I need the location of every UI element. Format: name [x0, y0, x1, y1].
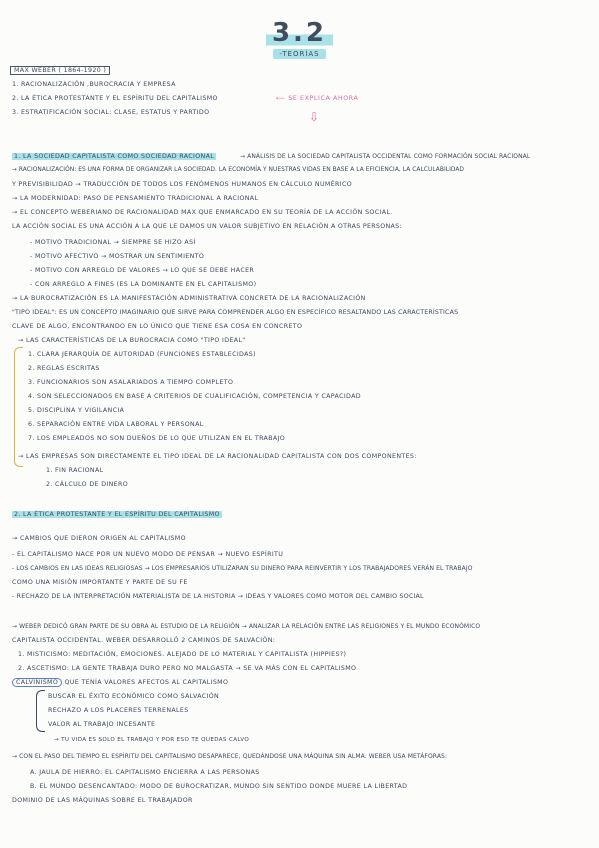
closing-line: → CON EL PASO DEL TIEMPO EL ESPÍRITU DEL CAPITALISMO DESAPARECE, QUEDÁNDOSE UNA MÁQUINA SIN ALMA. WEBER USA METÁFORAS: [12, 753, 448, 760]
section-1-line: → RACIONALIZACIÓN: ES UNA FORMA DE ORGANIZAR LA SOCIEDAD. LA ECONOMÍA Y NUESTRAS VIDAS EN BASE A LA EFICIENCIA, LA CALCULABILIDAD [12, 167, 465, 173]
intro-item-3: 3. ESTRATIFICACIÓN SOCIAL: CLASE, ESTATUS Y PARTIDO [12, 109, 210, 116]
weber-line: → WEBER DEDICÓ GRAN PARTE DE SU OBRA AL ESTUDIO DE LA RELIGIÓN → ANALIZAR LA RELACIÓN ENTRE LAS RELIGIONES Y EL MUNDO ECONÓMICO [12, 623, 481, 630]
motive-item: - MOTIVO CON ARREGLO DE VALORES → LO QUE SE DEBE HACER [30, 267, 255, 274]
calvinism-line [12, 678, 228, 687]
section-2-subheading: → CAMBIOS QUE DIERON ORIGEN AL CAPITALISMO [12, 535, 186, 542]
characteristic-item: 4. SON SELECCIONADOS EN BASE A CRITERIOS DE CUALIFICACIÓN, COMPETENCIA Y CAPACIDAD [28, 393, 361, 400]
characteristic-item: 5. DISCIPLINA Y VIGILANCIA [28, 407, 125, 414]
calvinism-item: RECHAZO A LOS PLACERES TERRENALES [48, 707, 189, 714]
calvinism-bracket [36, 690, 45, 732]
bureaucracy-line: "TIPO IDEAL": ES UN CONCEPTO IMAGINARIO QUE SIRVE PARA COMPRENDER ALGO EN ESPECÍFICO RESALTANDO LAS CARACTERÍSTICAS [12, 309, 459, 316]
characteristic-item: 2. REGLAS ESCRITAS [28, 365, 100, 372]
bureaucracy-line: → LA BUROCRATIZACIÓN ES LA MANIFESTACIÓN ADMINISTRATIVA CONCRETA DE LA RACIONALIZACIÓN [12, 295, 366, 302]
calvinism-note: → TU VIDA ES SOLO EL TRABAJO Y POR ESO TE QUEDAS CALVO [54, 737, 250, 743]
side-note: ⟵ SE EXPLICA AHORA [276, 95, 359, 102]
characteristic-item: 3. FUNCIONARIOS SON ASALARIADOS A TIEMPO COMPLETO [28, 379, 234, 386]
motive-item: - CON ARREGLO A FINES (ES LA DOMINANTE EN EL CAPITALISMO) [30, 281, 257, 288]
motive-item: - MOTIVO TRADICIONAL → SIEMPRE SE HIZO ASÍ [30, 239, 196, 246]
section-2-line: COMO UNA MISIÓN IMPORTANTE Y PARTE DE SU FE [12, 579, 188, 586]
calvinism-item: VALOR AL TRABAJO INCESANTE [48, 721, 156, 728]
companies-line: → LAS EMPRESAS SON DIRECTAMENTE EL TIPO IDEAL DE LA RACIONALIDAD CAPITALISTA CON DOS COMPONENTES: [18, 453, 417, 460]
metaphor-item: A. JAULA DE HIERRO: EL CAPITALISMO ENCIERRA A LAS PERSONAS [30, 769, 260, 776]
intro-item-2: 2. LA ÉTICA PROTESTANTE Y EL ESPÍRITU DEL CAPITALISMO [12, 95, 218, 102]
section-1-heading: 1. LA SOCIEDAD CAPITALISTA COMO SOCIEDAD RACIONAL [14, 153, 215, 160]
calvinism-item: BUSCAR EL ÉXITO ECONÓMICO COMO SALVACIÓN [48, 693, 220, 700]
section-2-heading: 2. LA ÉTICA PROTESTANTE Y EL ESPÍRITU DEL CAPITALISMO [14, 511, 220, 518]
salvation-path: 2. ASCETISMO: LA GENTE TRABAJA DURO PERO NO MALGASTA → SE VA MÁS CON EL CAPITALISMO [18, 665, 357, 672]
bureaucracy-line: CLAVE DE ALGO, ENCONTRANDO EN LO ÚNICO QUE TIENE ESA COSA EN CONCRETO [12, 323, 303, 330]
calvinism-tail: QUE TENÍA VALORES AFECTOS AL CAPITALISMO [64, 679, 229, 686]
bureaucracy-line: → LAS CARACTERÍSTICAS DE LA BUROCRACIA COMO "TIPO IDEAL" [18, 337, 246, 344]
section-1-heading-tail: → ANÁLISIS DE LA SOCIEDAD CAPITALISTA OCCIDENTAL COMO FORMACIÓN SOCIAL RACIONAL [240, 153, 531, 160]
section-1-line: Y PREVISIBILIDAD → TRADUCCIÓN DE TODOS LOS FENÓMENOS HUMANOS EN CÁLCULO NUMÉRICO [12, 181, 353, 188]
component-item: 1. FIN RACIONAL [46, 467, 104, 474]
characteristic-item: 6. SEPARACIÓN ENTRE VIDA LABORAL Y PERSONAL [28, 421, 204, 428]
characteristic-item: 7. LOS EMPLEADOS NO SON DUEÑOS DE LO QUE UTILIZAN EN EL TRABAJO [28, 435, 286, 442]
page-subtitle: -TEORÍAS [0, 50, 599, 58]
author-box: MAX WEBER ( 1864-1920 ) [10, 66, 110, 75]
section-2-line: - EL CAPITALISMO NACE POR UN NUEVO MODO DE PENSAR → NUEVO ESPÍRITU [12, 551, 284, 558]
section-1-line: → LA MODERNIDAD: PASO DE PENSAMIENTO TRADICIONAL A RACIONAL [12, 195, 259, 202]
intro-item-1: 1. RACIONALIZACIÓN ,BUROCRACIA Y EMPRESA [12, 81, 176, 88]
motive-item: - MOTIVO AFECTIVO → MOSTRAR UN SENTIMIENTO [30, 253, 205, 260]
component-item: 2. CÁLCULO DE DINERO [46, 481, 129, 488]
page-title: 3.2 [0, 18, 599, 48]
section-1-line: → EL CONCEPTO WEBERIANO DE RACIONALIDAD MAX QUE ENMARCADO EN SU TEORÍA DE LA ACCIÓN SOCIAL. [12, 209, 393, 216]
social-action-definition: LA ACCIÓN SOCIAL ES UNA ACCIÓN A LA QUE LE DAMOS UN VALOR SUBJETIVO EN RELACIÓN A OTRAS PERSONAS: [12, 223, 402, 230]
down-arrow-icon: ⇩ [309, 110, 320, 124]
metaphor-item: B. EL MUNDO DESENCANTADO: MODO DE BUROCRATIZAR, MUNDO SIN SENTIDO DONDE MUERE LA LIBERTAD [30, 783, 408, 790]
calvinism-word: CALVINISMO [12, 678, 62, 687]
characteristics-bracket [14, 347, 23, 467]
salvation-path: 1. MISTICISMO: MEDITACIÓN, EMOCIONES. ALEJADO DE LO MATERIAL Y CAPITALISTA (HIPPIES?) [18, 651, 347, 658]
characteristic-item: 1. CLARA JERARQUÍA DE AUTORIDAD (FUNCIONES ESTABLECIDAS) [28, 351, 256, 358]
section-2-line: - LOS CAMBIOS EN LAS IDEAS RELIGIOSAS → LOS EMPRESARIOS UTILIZARAN SU DINERO PARA REINVERTIR Y LOS TRABAJADORES VERÁN EL TRABAJO [12, 565, 473, 572]
weber-line: CAPITALISTA OCCIDENTAL. WEBER DESARROLLÓ 2 CAMINOS DE SALVACIÓN: [12, 637, 276, 644]
closing-line: DOMINIO DE LAS MÁQUINAS SOBRE EL TRABAJADOR [12, 797, 193, 804]
section-2-line: - RECHAZO DE LA INTERPRETACIÓN MATERIALISTA DE LA HISTORIA → IDEAS Y VALORES COMO MOTOR DEL CAMBIO SOCIAL [12, 593, 424, 600]
